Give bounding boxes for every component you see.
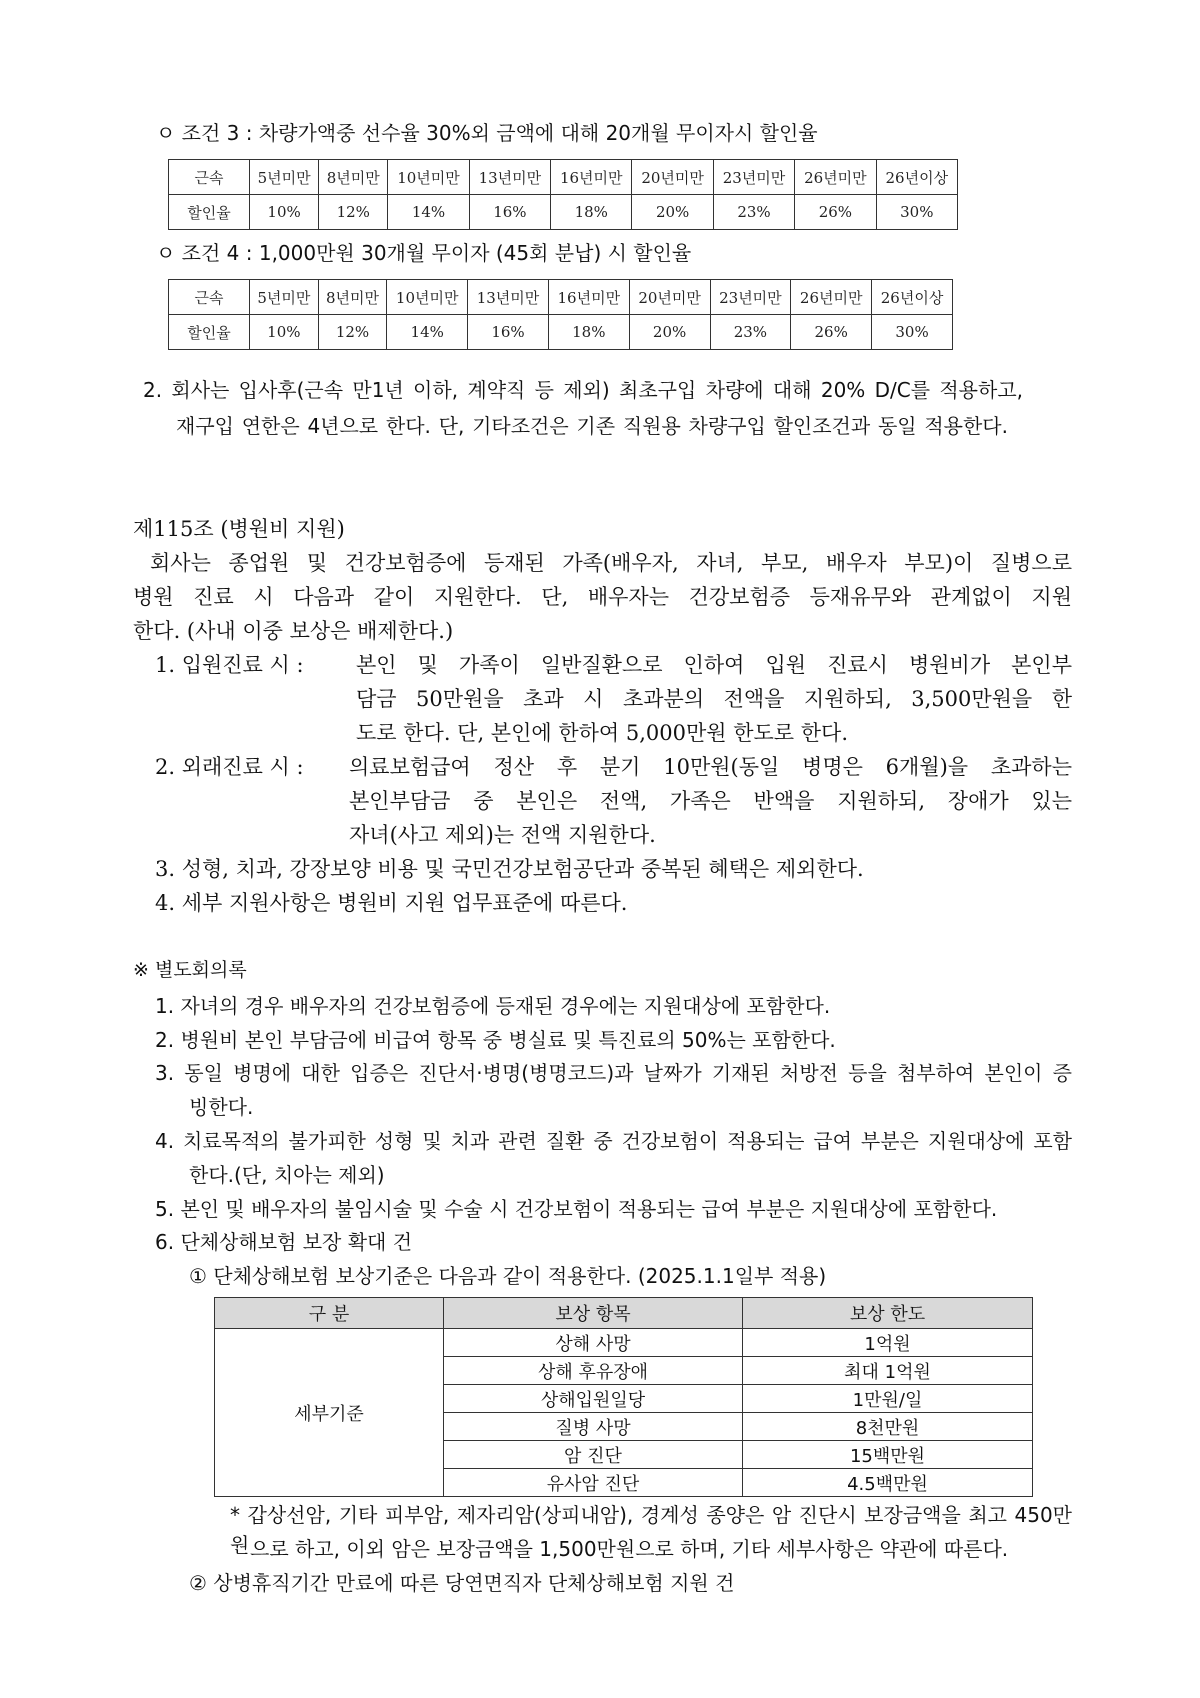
group-cell: 세부기준	[215, 1329, 444, 1497]
cond4-title: ㅇ 조건 4 : 1,000만원 30개월 무이자 (45회 분납) 시 할인율	[156, 241, 692, 265]
table-cell: 20%	[629, 315, 710, 350]
table-cell: 23%	[710, 315, 791, 350]
table-cell: 1만원/일	[743, 1385, 1033, 1413]
minutes-item4: 4. 치료목적의 불가피한 성형 및 치과 관련 질환 중 건강보험이 적용되는 급여 부분은 지원대상에 포함	[155, 1129, 1072, 1153]
table-cell: 15백만원	[743, 1441, 1033, 1469]
table-cell: 16%	[469, 195, 550, 230]
table-row	[169, 160, 958, 195]
row-label: 근속	[169, 160, 250, 195]
column-header: 보상 항목	[444, 1298, 743, 1329]
cond4-table	[168, 279, 953, 350]
column-header: 구 분	[215, 1298, 444, 1329]
table-cell: 13년미만	[469, 160, 550, 195]
table-cell: 30%	[872, 315, 953, 350]
table-cell: 26%	[795, 195, 876, 230]
table-cell: 상해 사망	[444, 1329, 743, 1357]
minutes-item5: 5. 본인 및 배우자의 불임시술 및 수술 시 건강보험이 적용되는 급여 부분은 지원대상에 포함한다.	[155, 1197, 998, 1221]
item2-label: 2. 외래진료 시 :	[155, 755, 304, 779]
cond3-title: ㅇ 조건 3 : 차량가액중 선수율 30%외 금액에 대해 20개월 무이자시 할인율	[156, 121, 818, 145]
table-cell: 14%	[387, 315, 468, 350]
article-heading: 제115조 (병원비 지원)	[133, 517, 345, 541]
table-cell: 16년미만	[548, 280, 629, 315]
item1-line: 본인 및 가족이 일반질환으로 인하여 입원 진료시 병원비가 본인부	[356, 653, 1072, 677]
minutes-item3: 3. 동일 병명에 대한 입증은 진단서·병명(병명코드)과 날짜가 기재된 처방전 등을 첨부하여 본인이 증	[155, 1061, 1072, 1085]
table-cell: 5년미만	[250, 280, 319, 315]
minutes-item1: 1. 자녀의 경우 배우자의 건강보험증에 등재된 경우에는 지원대상에 포함한다.	[155, 994, 831, 1018]
item1-label: 1. 입원진료 시 :	[155, 653, 304, 677]
row-label: 할인율	[169, 315, 250, 350]
table-cell: 26년미만	[791, 280, 872, 315]
table-row	[169, 280, 953, 315]
table-cell: 상해입원일당	[444, 1385, 743, 1413]
table-cell: 23년미만	[713, 160, 794, 195]
table-cell: 최대 1억원	[743, 1357, 1033, 1385]
item1-line: 도로 한다. 단, 본인에 한하여 5,000만원 한도로 한다.	[356, 721, 849, 745]
table-cell: 10%	[250, 195, 319, 230]
table-cell: 30%	[876, 195, 957, 230]
table-cell: 26년이상	[876, 160, 957, 195]
row-label: 할인율	[169, 195, 250, 230]
table-cell: 26년미만	[795, 160, 876, 195]
table-cell: 14%	[388, 195, 469, 230]
table-row	[169, 195, 958, 230]
table-cell: 20년미만	[629, 280, 710, 315]
table-cell: 8년미만	[319, 160, 388, 195]
item4: 4. 세부 지원사항은 병원비 지원 업무표준에 따른다.	[155, 891, 628, 915]
table-cell: 10년미만	[388, 160, 469, 195]
table-cell: 23%	[713, 195, 794, 230]
table-row	[169, 315, 953, 350]
item3: 3. 성형, 치과, 강장보양 비용 및 국민건강보험공단과 중복된 혜택은 제외한다.	[155, 857, 864, 881]
table-cell: 질병 사망	[444, 1413, 743, 1441]
table-cell: 유사암 진단	[444, 1469, 743, 1497]
table-cell: 5년미만	[250, 160, 319, 195]
table-cell: 12%	[318, 315, 387, 350]
item2-line: 의료보험급여 정산 후 분기 10만원(동일 병명은 6개월)을 초과하는	[349, 755, 1072, 779]
table-cell: 26년이상	[872, 280, 953, 315]
table-cell: 8년미만	[318, 280, 387, 315]
table-cell: 18%	[551, 195, 632, 230]
item1-line: 담금 50만원을 초과 시 초과분의 전액을 지원하되, 3,500만원을 한	[356, 687, 1072, 711]
minutes-item6: 6. 단체상해보험 보장 확대 건	[155, 1230, 413, 1254]
table-cell: 13년미만	[468, 280, 549, 315]
table-cell: 16년미만	[551, 160, 632, 195]
table-cell: 상해 후유장애	[444, 1357, 743, 1385]
article-intro-line: 회사는 종업원 및 건강보험증에 등재된 가족(배우자, 자녀, 부모, 배우자 부모)이 질병으로	[150, 551, 1072, 575]
minutes-item4-cont: 한다.(단, 치아는 제외)	[189, 1163, 385, 1187]
table-header-row	[215, 1298, 1033, 1329]
table-cell: 암 진단	[444, 1441, 743, 1469]
table-cell: 16%	[468, 315, 549, 350]
row-label: 근속	[169, 280, 250, 315]
table-cell: 4.5백만원	[743, 1469, 1033, 1497]
table-cell: 23년미만	[710, 280, 791, 315]
item2-line: 본인부담금 중 본인은 전액, 가족은 반액을 지원하되, 장애가 있는	[349, 789, 1072, 813]
column-header: 보상 한도	[743, 1298, 1033, 1329]
article-intro-line: 한다. (사내 이중 보상은 배제한다.)	[133, 619, 454, 643]
table-cell: 10%	[250, 315, 319, 350]
minutes-item2: 2. 병원비 본인 부담금에 비급여 항목 중 병실료 및 특진료의 50%는 포함한다.	[155, 1028, 836, 1052]
article-intro-line: 병원 진료 시 다음과 같이 지원한다. 단, 배우자는 건강보험증 등재유무와 관계없이 지원	[133, 585, 1072, 609]
minutes-item3-cont: 빙한다.	[189, 1095, 254, 1119]
note-line: 으로 하고, 이외 암은 보장금액을 1,500만원으로 하며, 기타 세부사항은 약관에 따른다.	[250, 1537, 1009, 1561]
clause-2-line2: 재구입 연한은 4년으로 한다. 단, 기타조건은 기존 직원용 차량구입 할인조건과 동일 적용한다.	[176, 414, 1008, 438]
table-cell: 1억원	[743, 1329, 1033, 1357]
minutes-sub2: ② 상병휴직기간 만료에 따른 당연면직자 단체상해보험 지원 건	[189, 1571, 735, 1595]
item2-line: 자녀(사고 제외)는 전액 지원한다.	[349, 823, 656, 847]
table-cell: 20년미만	[632, 160, 713, 195]
coverage-table	[214, 1297, 1033, 1497]
table-cell: 8천만원	[743, 1413, 1033, 1441]
minutes-heading: ※ 별도회의록	[133, 959, 247, 981]
table-cell: 26%	[791, 315, 872, 350]
table-cell: 18%	[548, 315, 629, 350]
cond3-table	[168, 159, 958, 230]
minutes-sub1: ① 단체상해보험 보상기준은 다음과 같이 적용한다. (2025.1.1일부 적용)	[189, 1264, 827, 1288]
table-cell: 10년미만	[387, 280, 468, 315]
table-cell: 12%	[319, 195, 388, 230]
note-line: * 갑상선암, 기타 피부암, 제자리암(상피내암), 경계성 종양은 암 진단시 보장금액을 최고 450만원	[230, 1503, 1072, 1557]
table-cell: 20%	[632, 195, 713, 230]
clause-2-line1: 2. 회사는 입사후(근속 만1년 이하, 계약직 등 제외) 최초구입 차량에 대해 20% D/C를 적용하고,	[143, 378, 1023, 402]
table-row	[215, 1329, 1033, 1357]
